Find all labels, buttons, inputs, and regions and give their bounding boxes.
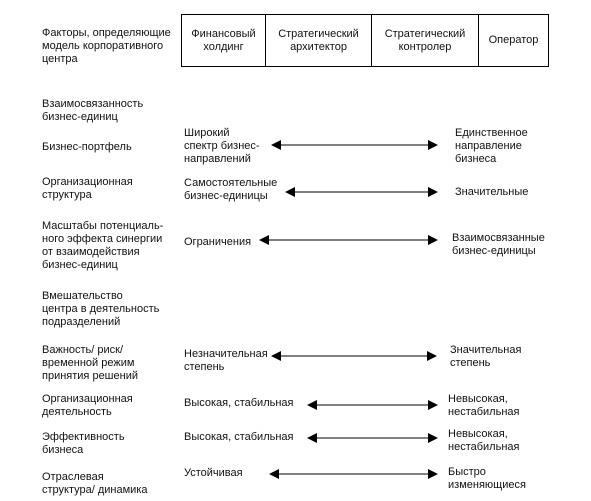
left-pole-label: Самостоятельные бизнес-единицы (184, 177, 278, 202)
factor-label: Бизнес-портфель (42, 141, 132, 153)
right-pole-label: Значительная степень (450, 344, 522, 369)
factor-label: Важность/ риск/ временной режим принятия решений (42, 344, 138, 382)
column-operator: Оператор (488, 34, 539, 46)
right-pole-label: Единственное направление бизнеса (455, 127, 528, 165)
right-pole-label: Значительные (455, 186, 529, 198)
factor-label: Организационная структура (42, 176, 133, 201)
factor-label: Отраслевая структура/ динамика (42, 471, 148, 496)
section-title-intervention: Вмешательство центра в деятельность подразделений (42, 290, 160, 328)
factor-label: Эффективность бизнеса (42, 431, 125, 456)
factor-label: Масштабы потенциаль- ного эффекта синергии от взаимодействия бизнес-единиц (42, 220, 164, 271)
right-pole-label: Невысокая, нестабильная (448, 393, 520, 418)
right-pole-label: Быстро изменяющиеся (448, 466, 526, 491)
left-pole-label: Устойчивая (184, 467, 243, 479)
column-financial-holding: Финансовый холдинг (182, 15, 266, 66)
right-pole-label: Взаимосвязанные бизнес-единицы (452, 232, 545, 257)
factors-header-label: Факторы, определяющие модель корпоративного центра (42, 27, 171, 65)
factor-label: Организационная деятельность (42, 393, 133, 418)
left-pole-label: Незначительная степень (184, 348, 268, 373)
right-pole-label: Невысокая, нестабильная (448, 428, 520, 453)
left-pole-label: Высокая, стабильная (184, 431, 294, 443)
left-pole-label: Широкий спектр бизнес- направлений (184, 127, 260, 165)
column-strategic-architect: Стратегический архитектор (266, 15, 372, 66)
left-pole-label: Высокая, стабильная (184, 397, 294, 409)
column-strategic-controller: Стратегический контролер (372, 15, 479, 66)
left-pole-label: Ограничения (184, 236, 252, 248)
section-title-interconnection: Взаимосвязанность бизнес-единиц (42, 98, 144, 123)
